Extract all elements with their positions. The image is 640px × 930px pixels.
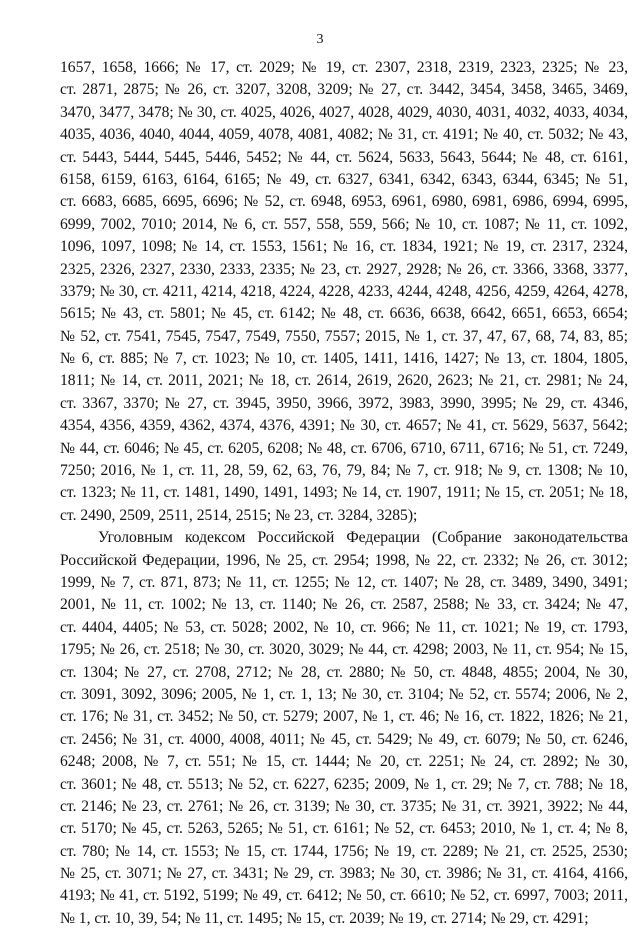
text-line: 3379; № 30, ст. 4211, 4214, 4218, 4224, 4228, 4233, 4244, 4248, 4256, 4259, 4264, 4278, — [60, 282, 628, 300]
text-line: ст. 3091, 3092, 3096; 2005, № 1, ст. 1, 13; № 30, ст. 3104; № 52, ст. 5574; 2006, № 2, — [60, 685, 628, 703]
document-body — [60, 57, 628, 930]
text-line: 2001, № 11, ст. 1002; № 13, ст. 1140; № 26, ст. 2587, 2588; № 33, ст. 3424; № 47, — [60, 596, 628, 614]
text-line: 1999, № 7, ст. 871, 873; № 11, ст. 1255; № 12, ст. 1407; № 28, ст. 3489, 3490, 3491; — [60, 573, 628, 591]
text-line: 1811; № 14, ст. 2011, 2021; № 18, ст. 2614, 2619, 2620, 2623; № 21, ст. 2981; № 24, — [60, 372, 628, 390]
text-line: ст. 176; № 31, ст. 3452; № 50, ст. 5279; 2007, № 1, ст. 46; № 16, ст. 1822, 1826; № 21, — [60, 708, 628, 726]
text-line: Уголовным кодексом Российской Федерации (Собрание законодательства — [98, 529, 628, 547]
text-line: № 1, ст. 10, 39, 54; № 11, ст. 1495; № 15, ст. 2039; № 19, ст. 2714; № 29, ст. 4291; — [60, 909, 589, 927]
paragraph — [60, 57, 628, 527]
text-line: ст. 3367, 3370; № 27, ст. 3945, 3950, 3966, 3972, 3983, 3990, 3995; № 29, ст. 4346, — [60, 394, 628, 412]
text-line: 1096, 1097, 1098; № 14, ст. 1553, 1561; № 16, ст. 1834, 1921; № 19, ст. 2317, 2324, — [60, 238, 628, 256]
text-line: 6248; 2008, № 7, ст. 551; № 15, ст. 1444; № 20, ст. 2251; № 24, ст. 2892; № 30, — [60, 753, 628, 771]
text-line: ст. 2871, 2875; № 26, ст. 3207, 3208, 3209; № 27, ст. 3442, 3454, 3458, 3465, 3469, — [60, 81, 628, 99]
text-line: № 44, ст. 6046; № 45, ст. 6205, 6208; № 48, ст. 6706, 6710, 6711, 6716; № 51, ст. 7249, — [60, 439, 628, 457]
text-line: 4354, 4356, 4359, 4362, 4374, 4376, 4391; № 30, ст. 4657; № 41, ст. 5629, 5637, 5642; — [60, 417, 628, 435]
text-line: ст. 780; № 14, ст. 1553; № 15, ст. 1744, 1756; № 19, ст. 2289; № 21, ст. 2525, 2530; — [60, 842, 628, 860]
text-line: 6158, 6159, 6163, 6164, 6165; № 49, ст. 6327, 6341, 6342, 6343, 6344, 6345; № 51, — [60, 170, 628, 188]
text-line: ст. 2456; № 31, ст. 4000, 4008, 4011; № 45, ст. 5429; № 49, ст. 6079; № 50, ст. 6246, — [60, 730, 628, 748]
text-line: 1795; № 26, ст. 2518; № 30, ст. 3020, 3029; № 44, ст. 4298; 2003, № 11, ст. 954; № 15, — [60, 641, 628, 659]
text-line: ст. 1323; № 11, ст. 1481, 1490, 1491, 1493; № 14, ст. 1907, 1911; № 15, ст. 2051; № 18, — [60, 484, 628, 502]
text-line: ст. 2146; № 23, ст. 2761; № 26, ст. 3139; № 30, ст. 3735; № 31, ст. 3921, 3922; № 44, — [60, 797, 628, 815]
text-line: ст. 3601; № 48, ст. 5513; № 52, ст. 6227, 6235; 2009, № 1, ст. 29; № 7, ст. 788; № 18, — [60, 775, 628, 793]
text-line: 2325, 2326, 2327, 2330, 2333, 2335; № 23, ст. 2927, 2928; № 26, ст. 3366, 3368, 3377, — [60, 260, 628, 278]
text-line: ст. 4404, 4405; № 53, ст. 5028; 2002, № 10, ст. 966; № 11, ст. 1021; № 19, ст. 1793, — [60, 618, 628, 636]
text-line: ст. 5170; № 45, ст. 5263, 5265; № 51, ст. 6161; № 52, ст. 6453; 2010, № 1, ст. 4; № 8, — [60, 820, 628, 838]
text-line: 1657, 1658, 1666; № 17, ст. 2029; № 19, ст. 2307, 2318, 2319, 2323, 2325; № 23, — [60, 59, 628, 76]
text-line: № 52, ст. 7541, 7545, 7547, 7549, 7550, 7557; 2015, № 1, ст. 37, 47, 67, 68, 74, 83, 85; — [60, 327, 628, 345]
text-line: ст. 2490, 2509, 2511, 2514, 2515; № 23, ст. 3284, 3285); — [60, 506, 418, 524]
text-line: ст. 6683, 6685, 6695, 6696; № 52, ст. 6948, 6953, 6961, 6980, 6981, 6986, 6994, 6995, — [60, 193, 628, 211]
text-line: 4035, 4036, 4040, 4044, 4059, 4078, 4081, 4082; № 31, ст. 4191; № 40, ст. 5032; № 43, — [60, 126, 628, 144]
text-line: 5615; № 43, ст. 5801; № 45, ст. 6142; № 48, ст. 6636, 6638, 6642, 6651, 6653, 6654; — [60, 305, 628, 323]
text-line: 7250; 2016, № 1, ст. 11, 28, 59, 62, 63, 76, 79, 84; № 7, ст. 918; № 9, ст. 1308; № 10, — [60, 462, 628, 480]
text-line: № 6, ст. 885; № 7, ст. 1023; № 10, ст. 1405, 1411, 1416, 1427; № 13, ст. 1804, 1805, — [60, 350, 628, 368]
text-line: ст. 1304; № 27, ст. 2708, 2712; № 28, ст. 2880; № 50, ст. 4848, 4855; 2004, № 30, — [60, 663, 628, 681]
text-line: 6999, 7002, 7010; 2014, № 6, ст. 557, 558, 559, 566; № 10, ст. 1087; № 11, ст. 1092, — [60, 215, 628, 233]
text-line: № 25, ст. 3071; № 27, ст. 3431; № 29, ст. 3983; № 30, ст. 3986; № 31, ст. 4164, 4166, — [60, 865, 628, 883]
paragraph — [60, 527, 628, 930]
text-line: 4193; № 41, ст. 5192, 5199; № 49, ст. 6412; № 50, ст. 6610; № 52, ст. 6997, 7003; 2011, — [60, 887, 628, 905]
text-line: ст. 5443, 5444, 5445, 5446, 5452; № 44, ст. 5624, 5633, 5643, 5644; № 48, ст. 6161, — [60, 148, 628, 166]
text-line: Российской Федерации, 1996, № 25, ст. 2954; 1998, № 22, ст. 2332; № 26, ст. 3012; — [60, 551, 628, 569]
page-number: 3 — [316, 32, 324, 47]
text-line: 3470, 3477, 3478; № 30, ст. 4025, 4026, 4027, 4028, 4029, 4030, 4031, 4032, 4033, 4034, — [60, 103, 628, 121]
